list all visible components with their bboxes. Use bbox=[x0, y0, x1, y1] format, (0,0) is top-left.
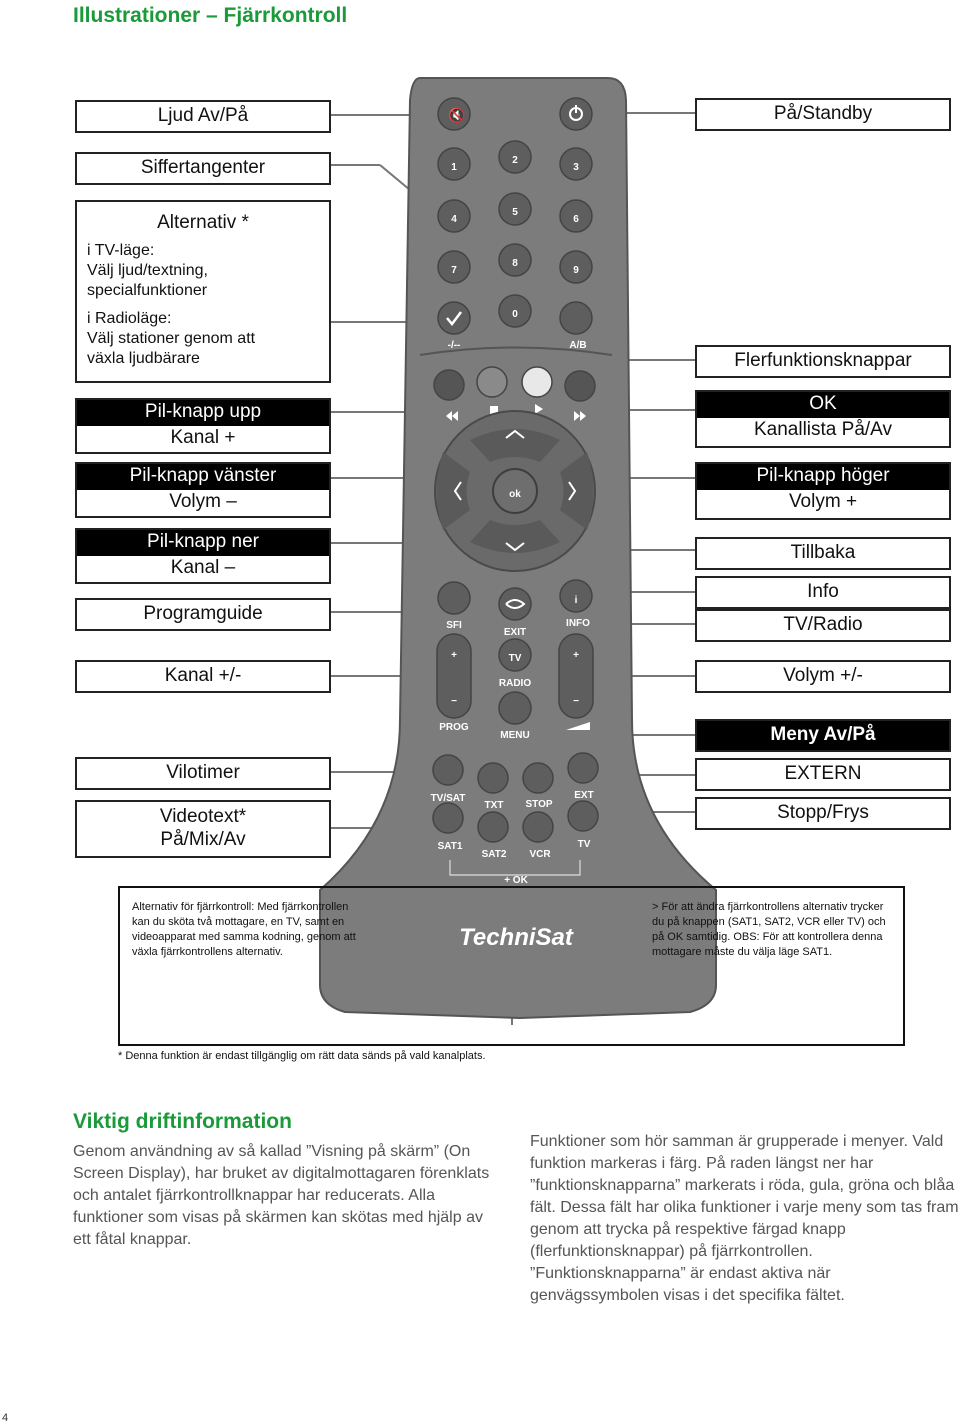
sat1-button bbox=[433, 803, 463, 833]
label-extern: EXTERN bbox=[695, 758, 951, 791]
txt-button bbox=[478, 763, 508, 793]
digit-8-label: 8 bbox=[512, 258, 518, 269]
digit-1-label: 1 bbox=[451, 162, 457, 173]
sat2-button bbox=[478, 812, 508, 842]
label-mute: Ljud Av/På bbox=[75, 100, 331, 133]
digit-9-label: 9 bbox=[573, 265, 579, 276]
tv-sat-button bbox=[433, 755, 463, 785]
sfi-button bbox=[438, 582, 470, 614]
svg-text:+ OK: + OK bbox=[504, 875, 528, 886]
info-right-paragraph: Funktioner som hör samman är grupperade i menyer. Vald funktion markeras i färg. På raden längst ner har ”funktionsknapparna” markerats i röda, gula, gröna och blåa fält. Dessa fält har olika funktioner i varje meny som tas fram genom att trycka på respektive färgad knapp (flerfunktionsknappar) på fjärrkontrollen. ”Funktionsknapparna” är endast aktiva när genvägssymbolen visas i det specifika fältet. bbox=[530, 1133, 959, 1304]
brand-logo: TechniSat bbox=[459, 924, 573, 951]
digit-4-label: 4 bbox=[451, 214, 457, 225]
digit-3-label: 3 bbox=[573, 162, 579, 173]
digit-7-label: 7 bbox=[451, 265, 457, 276]
digit-2-label: 2 bbox=[512, 155, 518, 166]
svg-text:+: + bbox=[573, 650, 579, 661]
svg-text:PROG: PROG bbox=[439, 722, 469, 733]
svg-text:MENU: MENU bbox=[500, 730, 530, 741]
label-tv-radio: TV/Radio bbox=[695, 609, 951, 642]
svg-text:-/--: -/-- bbox=[447, 340, 461, 351]
svg-text:STOP: STOP bbox=[525, 799, 553, 810]
svg-text:SAT1: SAT1 bbox=[437, 841, 463, 852]
label-power: På/Standby bbox=[695, 98, 951, 131]
label-stop: Stopp/Frys bbox=[695, 797, 951, 830]
digit-0-label: 0 bbox=[512, 309, 518, 320]
svg-text:−: − bbox=[573, 696, 579, 707]
svg-text:VCR: VCR bbox=[529, 849, 551, 860]
svg-text:SAT2: SAT2 bbox=[481, 849, 507, 860]
svg-text:A/B: A/B bbox=[569, 340, 587, 351]
label-channel: Kanal +/- bbox=[75, 660, 331, 693]
svg-text:EXIT: EXIT bbox=[503, 627, 527, 638]
ext-button bbox=[568, 753, 598, 783]
info-heading: Viktig driftinformation bbox=[73, 1110, 292, 1133]
tv-mode-button bbox=[568, 801, 598, 831]
power-button bbox=[560, 98, 592, 130]
svg-text:INFO: INFO bbox=[566, 618, 590, 629]
svg-text:TV: TV bbox=[577, 839, 591, 850]
svg-text:+: + bbox=[451, 650, 457, 661]
footnote: * Denna funktion är endast tillgänglig om rätt data sänds på vald kanalplats. bbox=[118, 1050, 486, 1062]
svg-text:TV: TV bbox=[508, 653, 522, 664]
label-arrow-right: Pil-knapp höger Volym + bbox=[695, 462, 951, 520]
svg-text:EXT: EXT bbox=[574, 790, 594, 801]
svg-text:ok: ok bbox=[509, 489, 521, 500]
note-left: Alternativ för fjärrkontroll: Med fjärrkontrollen kan du sköta två mottagare, en TV, samt en videoapparat med samma kodning, genom att växla fjärrkontrollens alternativ. bbox=[132, 901, 356, 958]
label-alternative: Alternativ * i TV-läge: Välj ljud/textning, specialfunktioner i Radioläge: Välj stationer genom att växla ljudbärare bbox=[75, 200, 331, 383]
label-sleep: Vilotimer bbox=[75, 757, 331, 790]
label-arrow-up: Pil-knapp upp Kanal + bbox=[75, 398, 331, 454]
label-guide: Programguide bbox=[75, 598, 331, 631]
label-info: Info bbox=[695, 576, 951, 609]
color-button-3 bbox=[522, 367, 552, 397]
note-right: > För att ändra fjärrkontrollens alternativ trycker du på knappen (SAT1, SAT2, VCR eller TV) och på OK samtidig. OBS: För att kontrollera denna mottagare måste du välja läge SAT1. bbox=[652, 901, 886, 958]
svg-text:TXT: TXT bbox=[484, 800, 504, 811]
exit-button bbox=[499, 588, 531, 620]
svg-text:−: − bbox=[451, 696, 457, 707]
info-left-paragraph: Genom användning av så kallad ”Visning på skärm” (On Screen Display), har bruket av digitalmottagaren förenklats och antalet fjärrkontrollknappar har reducerats. Alla funktioner som visas på skärmen kan skötas med hjälp av ett fåtal knappar. bbox=[73, 1143, 490, 1248]
color-button-1 bbox=[434, 370, 464, 400]
info-icon: i bbox=[574, 595, 578, 606]
label-digits: Siffertangenter bbox=[75, 152, 331, 185]
digit-6-label: 6 bbox=[573, 214, 579, 225]
svg-text:TV/SAT: TV/SAT bbox=[430, 793, 466, 804]
label-volume: Volym +/- bbox=[695, 660, 951, 693]
color-button-2 bbox=[477, 367, 507, 397]
page-number: 4 bbox=[2, 1412, 9, 1424]
vcr-button bbox=[523, 812, 553, 842]
label-ok: OK Kanallista På/Av bbox=[695, 390, 951, 448]
svg-text:RADIO: RADIO bbox=[498, 678, 532, 689]
menu-button bbox=[499, 692, 531, 724]
color-button-4 bbox=[565, 371, 595, 401]
mute-icon: 🔇 bbox=[448, 107, 466, 123]
label-back: Tillbaka bbox=[695, 537, 951, 570]
label-arrow-down: Pil-knapp ner Kanal – bbox=[75, 528, 331, 584]
digit-5-label: 5 bbox=[512, 207, 518, 218]
label-multifunction: Flerfunktionsknappar bbox=[695, 345, 951, 378]
label-arrow-left: Pil-knapp vänster Volym – bbox=[75, 462, 331, 518]
label-teletext: Videotext* På/Mix/Av bbox=[75, 800, 331, 858]
svg-text:SFI: SFI bbox=[446, 620, 462, 631]
stop-button bbox=[523, 763, 553, 793]
page-title: Illustrationer – Fjärrkontroll bbox=[73, 4, 348, 27]
label-menu: Meny Av/På bbox=[695, 719, 951, 752]
